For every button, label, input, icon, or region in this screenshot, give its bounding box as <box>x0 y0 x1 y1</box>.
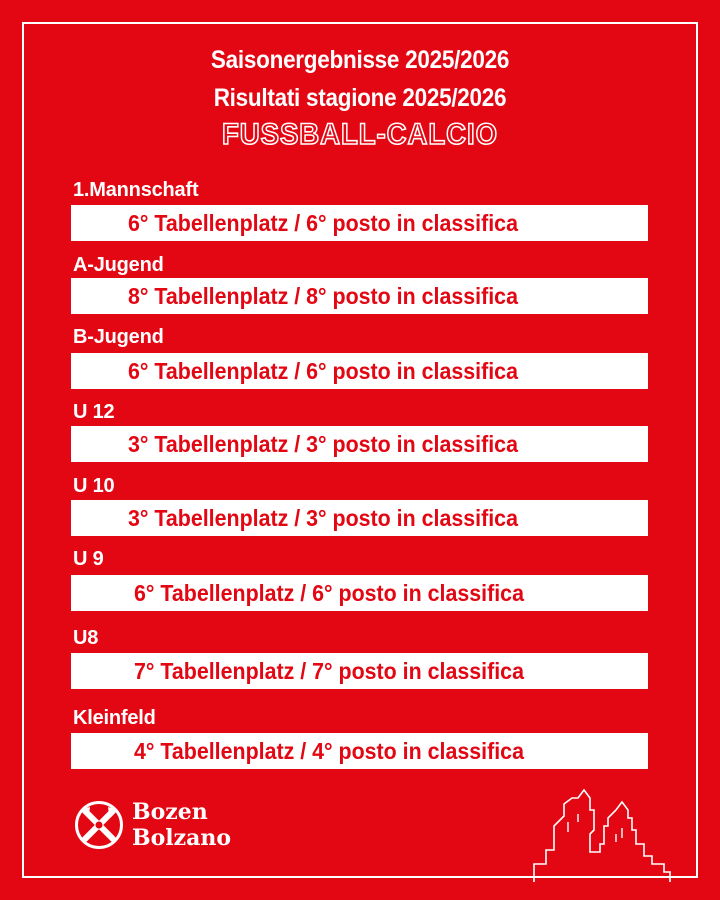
team-label: 1.Mannschaft <box>73 179 199 201</box>
result-text: 8° Tabellenplatz / 8° posto in classifica <box>128 283 518 309</box>
result-text: 6° Tabellenplatz / 6° posto in classifica <box>128 210 518 236</box>
logo-text-bozen: Bozen <box>132 799 208 825</box>
result-bar <box>71 426 648 462</box>
result-bar <box>71 500 648 536</box>
sport-subtitle-text: FUSSBALL-CALCIO <box>221 118 498 151</box>
result-bar <box>71 278 648 314</box>
team-label: B-Jugend <box>73 326 164 348</box>
result-text: 6° Tabellenplatz / 6° posto in classifica <box>134 580 524 606</box>
result-text: 7° Tabellenplatz / 7° posto in classifica <box>134 658 524 684</box>
result-text: 3° Tabellenplatz / 3° posto in classifica <box>128 505 518 531</box>
result-bar <box>71 205 648 241</box>
result-bar <box>71 353 648 389</box>
team-label: U8 <box>73 627 99 649</box>
team-label: U 12 <box>73 401 115 423</box>
team-label: Kleinfeld <box>73 707 156 729</box>
result-bar <box>71 733 648 769</box>
result-text: 3° Tabellenplatz / 3° posto in classifica <box>128 431 518 457</box>
result-text: 6° Tabellenplatz / 6° posto in classifica <box>128 358 518 384</box>
team-label: U 10 <box>73 475 115 497</box>
logo-text-bolzano: Bolzano <box>132 825 232 851</box>
result-bar <box>71 575 648 611</box>
page-title-italian: Risultati stagione 2025/2026 <box>213 84 507 112</box>
page-title-german: Saisonergebnisse 2025/2026 <box>210 46 510 74</box>
result-bar <box>71 653 648 689</box>
team-label: A-Jugend <box>73 254 164 276</box>
team-label: U 9 <box>73 548 104 570</box>
result-text: 4° Tabellenplatz / 4° posto in classifica <box>134 738 524 764</box>
